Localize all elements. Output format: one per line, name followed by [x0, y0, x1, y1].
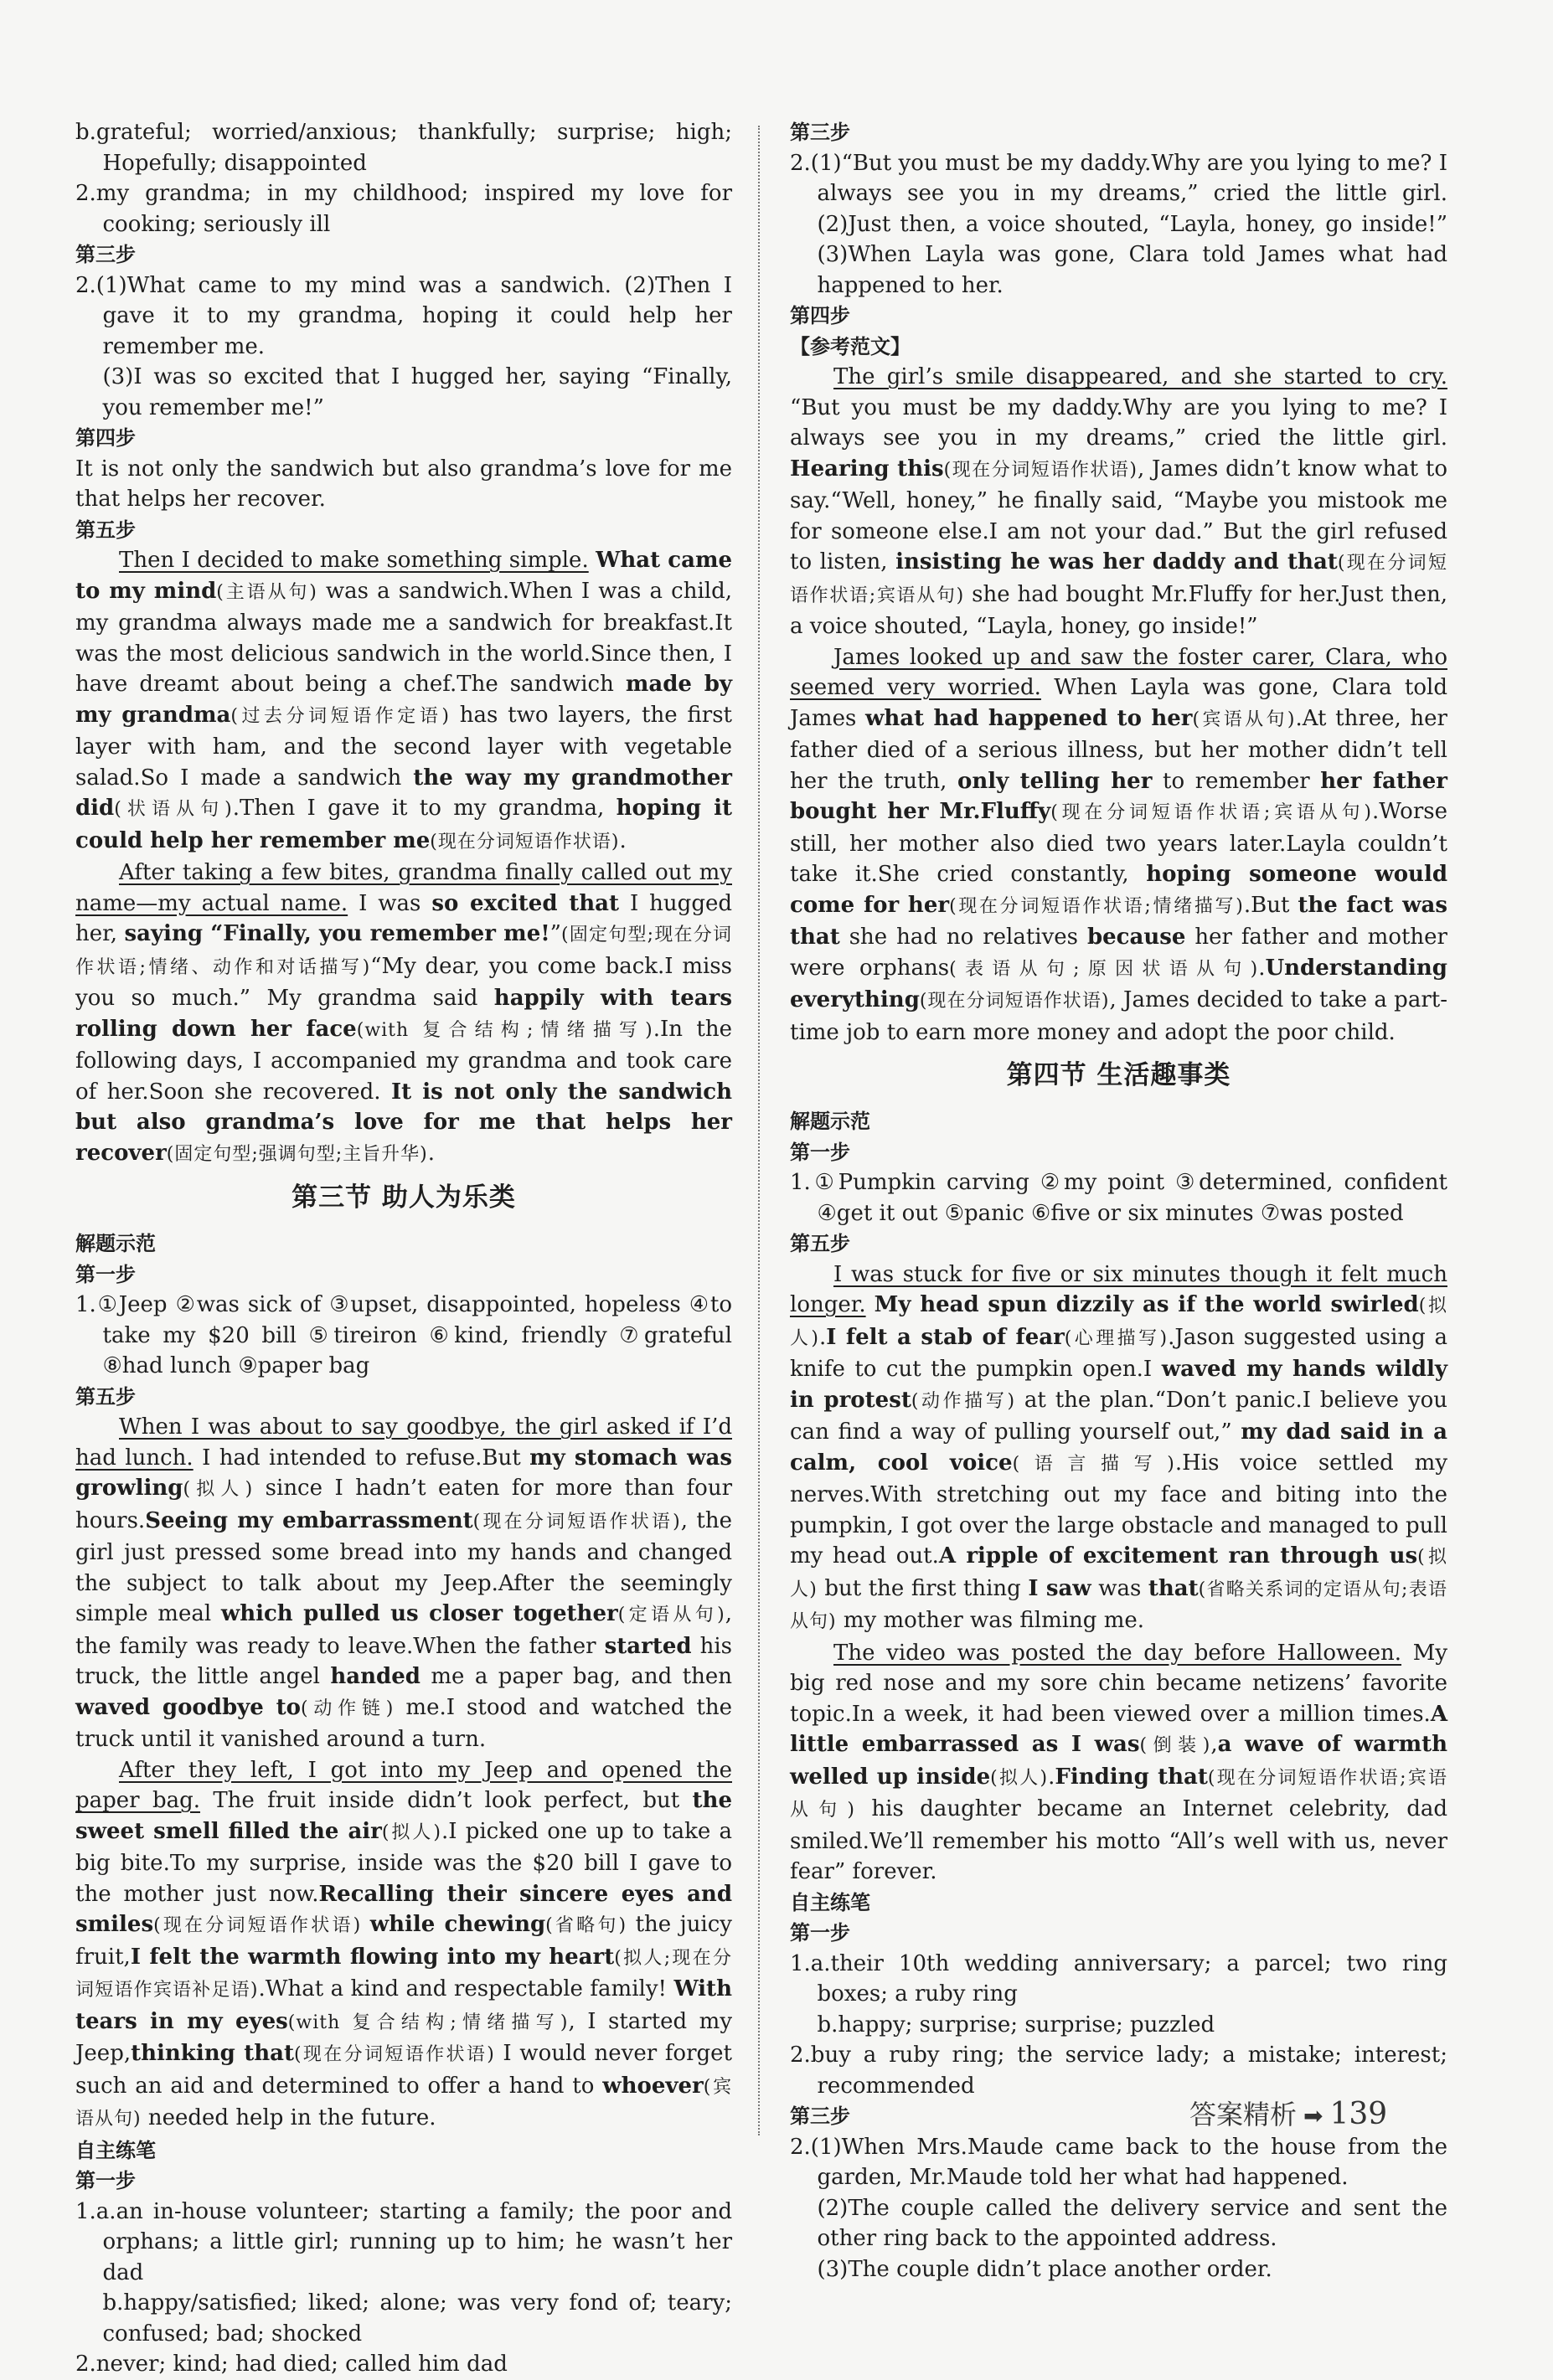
grammar-note: (状语从句) — [114, 799, 233, 820]
paragraph — [75, 545, 732, 858]
grammar-note: (主语从句) — [216, 581, 317, 603]
text-run: 解题示范 — [790, 1110, 870, 1133]
paragraph — [75, 2197, 732, 2289]
highlight-phrase: thinking that — [131, 2041, 294, 2066]
text-run: 第一步 — [790, 1921, 850, 1945]
highlight-phrase: so excited that — [431, 890, 620, 916]
text-run: the juicy fruit, — [75, 1912, 733, 1970]
text-run: b.grateful; worried/anxious; thankfully; surprise; high; Hopefully; disappointed — [75, 120, 732, 176]
text-run: 第四节 生活趣事类 — [1006, 1060, 1231, 1090]
step-heading — [790, 1137, 1447, 1168]
text-run: 2.(1)What came to my mind was a sandwich. (2)Then I gave it to my grandma, hoping it could help her remember me. — [75, 272, 732, 359]
highlight-phrase: her father bought her Mr.Fluffy — [790, 768, 1447, 824]
grammar-note: (现在分词短语作状语;宾语从句) — [790, 553, 1447, 606]
highlight-phrase: whoever — [602, 2073, 704, 2099]
highlight-phrase: waved my hands wildly in protest — [790, 1357, 1447, 1413]
highlight-phrase: only telling her — [957, 768, 1153, 794]
paragraph — [790, 642, 1447, 1048]
text-run: .Then I gave it to my grandma, — [232, 796, 617, 821]
highlight-phrase: What came to my mind — [75, 548, 732, 604]
text-run: . — [1258, 955, 1266, 981]
text-run: needed help in the future. — [141, 2105, 436, 2130]
paragraph — [790, 2010, 1447, 2041]
text-run: 2.(1)When Mrs.Maude came back to the house from the garden, Mr.Maude told her what had happened. — [790, 2134, 1447, 2190]
text-run: . — [1048, 1764, 1055, 1790]
underlined-sentence: Then I decided to make something simple. — [119, 548, 589, 573]
text-run — [589, 548, 596, 573]
grammar-note: (语言描写) — [1012, 1453, 1175, 1475]
text-run: his daughter became an Internet celebrity, dad smiled.We’ll remember his motto “All’s well with us, never fear” forever. — [790, 1796, 1447, 1884]
highlight-phrase: I saw — [1028, 1575, 1091, 1601]
text-run: The fruit inside didn’t look perfect, but — [200, 1788, 693, 1813]
grammar-note: (省略关系词的定语从句;表语从句) — [790, 1579, 1447, 1632]
text-run: at the plan.“Don’t panic.I believe you can find a way of pulling yourself out,” — [790, 1387, 1447, 1445]
paragraph — [75, 1412, 732, 1755]
highlight-phrase: Hearing this — [790, 456, 944, 482]
text-run: 第一步 — [75, 2169, 136, 2192]
highlight-phrase: made by my grandma — [75, 672, 732, 728]
text-run: , I started my Jeep, — [75, 2008, 733, 2066]
section-title — [790, 1053, 1447, 1098]
page-footer — [1189, 2094, 1387, 2132]
text-run: was a sandwich.When I was a child, my grandma always made me a sandwich for breakfast.It was the most delicious sandwich in the world.Since then, I have dreamt about being a chef.The sandwich — [75, 578, 732, 697]
text-run: My big red nose and my sore chin became netizens’ favorite topic.In a week, it had been viewed over a million times. — [790, 1640, 1448, 1727]
grammar-note: (with 复合结构;情绪描写) — [356, 1019, 653, 1041]
paragraph — [790, 2193, 1447, 2254]
grammar-note: (固定句型;强调句型;主旨升华) — [166, 1143, 428, 1165]
grammar-note: (动作链) — [300, 1697, 395, 1719]
footer-label: 答案精析 — [1189, 2099, 1298, 2130]
highlight-phrase: A ripple of excitement ran through us — [938, 1543, 1418, 1569]
page-number: 139 — [1329, 2097, 1388, 2131]
text-run: 第三步 — [790, 2104, 850, 2128]
grammar-note: (现在分词短语作状语) — [919, 991, 1110, 1012]
text-run: 第四步 — [790, 304, 850, 327]
text-run: 自主练笔 — [75, 2138, 156, 2162]
underlined-sentence: The video was posted the day before Halloween. — [833, 1640, 1402, 1666]
step-heading — [790, 1106, 1447, 1137]
text-run: ” — [549, 921, 561, 946]
text-run: I had intended to refuse.But — [193, 1445, 530, 1471]
text-run: , — [1210, 1732, 1218, 1757]
grammar-note: (拟人) — [183, 1479, 254, 1500]
step-heading — [790, 301, 1447, 332]
text-run: b.happy/satisfied; liked; alone; was very fond of; teary; confused; bad; shocked — [102, 2290, 732, 2347]
highlight-phrase: started — [604, 1633, 692, 1659]
text-run: me.I stood and watched the truck until it vanished around a turn. — [75, 1694, 733, 1752]
paragraph — [790, 362, 1447, 642]
highlight-phrase: a wave of warmth welled up inside — [790, 1732, 1448, 1790]
arrow-right-icon: ➡ — [1303, 2102, 1323, 2130]
paragraph — [790, 2040, 1447, 2101]
text-run: .At three, her father died of a serious illness, but her mother didn’t tell her the truth, — [790, 705, 1447, 794]
text-run: she had bought Mr.Fluffy for her.Just then, a voice shouted, “Layla, honey, go inside!” — [790, 581, 1448, 639]
grammar-note: (省略句) — [545, 1915, 627, 1936]
paragraph — [790, 1167, 1447, 1229]
text-run: 第五步 — [75, 518, 136, 542]
grammar-note: (拟人) — [790, 1547, 1447, 1600]
paragraph — [75, 117, 732, 178]
text-run: me a paper bag, and then — [420, 1664, 732, 1689]
grammar-note: (拟人) — [381, 1821, 441, 1843]
text-run: “My dear, you come back.I miss you so much.” My grandma said — [75, 953, 732, 1011]
grammar-note: (倒装) — [1139, 1735, 1211, 1756]
text-run: 第五步 — [75, 1384, 136, 1409]
text-run: .His voice settled my nerves.With stretching out my face and biting into the pumpkin, I got over the large obstacle and managed to pull my head out. — [790, 1450, 1448, 1569]
highlight-phrase: insisting he was her daddy and that — [895, 549, 1338, 574]
text-run: 第三步 — [75, 243, 136, 266]
text-run: 解题示范 — [75, 1232, 156, 1255]
text-run: .But — [1243, 892, 1298, 918]
text-run: 第三步 — [790, 121, 850, 144]
text-run: but the first thing — [817, 1575, 1029, 1601]
underlined-sentence: When I was about to say goodbye, the girl asked if I’d had lunch. — [75, 1414, 732, 1471]
paragraph — [790, 2132, 1447, 2193]
step-heading — [790, 1918, 1447, 1949]
highlight-phrase: while chewing — [369, 1912, 546, 1937]
text-run — [361, 1912, 369, 1937]
text-run: .In the following days, I accompanied my grandma and took care of her.Soon she recovered. — [75, 1016, 733, 1105]
grammar-note: (现在分词短语作状语) — [943, 459, 1138, 481]
grammar-note: (定语从句) — [617, 1605, 725, 1625]
text-run: 1.a.an in-house volunteer; starting a family; the poor and orphans; a little girl; running up to him; he wasn’t her dad — [75, 2198, 732, 2285]
paragraph — [75, 362, 732, 423]
paragraph — [75, 858, 732, 1170]
highlight-phrase: It is not only the sandwich but also grandma’s love for me that helps her recover — [75, 1079, 732, 1166]
highlight-phrase: handed — [330, 1664, 420, 1689]
paragraph — [790, 148, 1447, 301]
paragraph — [790, 2254, 1447, 2285]
grammar-note: (过去分词短语作定语) — [230, 705, 450, 727]
text-run: , the family was ready to leave.When the father — [75, 1601, 733, 1659]
text-run: It is not only the sandwich but also grandma’s love for me that helps her recover. — [75, 456, 732, 512]
section-title — [75, 1175, 732, 1220]
text-run: 自主练笔 — [790, 1890, 870, 1914]
step-heading — [75, 515, 732, 546]
text-run: 【参考范文】 — [790, 334, 911, 358]
step-heading — [790, 1229, 1447, 1260]
step-heading — [75, 2166, 732, 2197]
text-run: , James decided to take a part-time job to earn more money and adopt the poor child. — [790, 987, 1447, 1045]
text-run: 1.a.their 10th wedding anniversary; a parcel; two ring boxes; a ruby ring — [790, 1950, 1447, 2007]
grammar-note: (表语从句;原因状语从句) — [949, 958, 1259, 980]
underlined-sentence: After taking a few bites, grandma finally called out my name—my actual name. — [75, 860, 732, 916]
paragraph — [790, 1260, 1447, 1638]
paragraph — [790, 1949, 1447, 2010]
text-run: 第一步 — [75, 1262, 136, 1286]
text-run: I was — [348, 890, 432, 916]
column-divider — [758, 126, 760, 2135]
underlined-sentence: The girl’s smile disappeared, and she started to cry. — [833, 364, 1447, 389]
text-run: . — [619, 827, 627, 853]
text-run: “But you must be my daddy.Why are you lying to me? I always see you in my dreams,” cried the little girl. — [790, 394, 1447, 451]
grammar-note: (现在分词短语作状语;宾语从句) — [1050, 802, 1372, 823]
text-run: . — [819, 1324, 827, 1350]
grammar-note: (宾语从句) — [1192, 708, 1296, 730]
text-run: (3)I was so excited that I hugged her, saying “Finally, you remember me!” — [102, 364, 732, 420]
grammar-note: (with 复合结构;情绪描写) — [287, 2012, 569, 2033]
left-column — [75, 117, 732, 2380]
highlight-phrase: I felt a stab of fear — [826, 1324, 1065, 1350]
paragraph — [75, 454, 732, 515]
highlight-phrase: the way my grandmother did — [75, 765, 732, 821]
text-run: I would never forget such an aid and determined to offer a hand to — [75, 2041, 732, 2099]
highlight-phrase: the sweet smell filled the air — [75, 1788, 732, 1844]
text-run: 第四步 — [75, 426, 136, 450]
text-run: . — [427, 1140, 436, 1166]
grammar-note: (现在分词短语作状语;宾语从句) — [790, 1767, 1448, 1821]
grammar-note: (拟人) — [990, 1767, 1049, 1789]
text-run: (3)The couple didn’t place another order. — [817, 2256, 1272, 2282]
highlight-phrase: My head spun dizzily as if the world swirled — [874, 1292, 1419, 1317]
underlined-sentence: I was stuck for five or six minutes though it felt much longer. — [790, 1261, 1447, 1317]
text-run: .What a kind and respectable family! — [258, 1976, 674, 2001]
grammar-note: (动作描写) — [911, 1390, 1016, 1412]
grammar-note: (宾语从句) — [75, 2076, 732, 2130]
text-run: she had no relatives — [839, 925, 1087, 950]
highlight-phrase: Seeing my embarrassment — [145, 1507, 473, 1533]
text-run: 2.never; kind; had died; called him dad — [75, 2352, 508, 2377]
text-run: his truck, the little angel — [75, 1633, 732, 1689]
right-column — [790, 117, 1447, 2285]
paragraph — [75, 1755, 732, 2135]
text-run — [866, 1292, 875, 1317]
text-run: 第五步 — [790, 1232, 850, 1255]
paragraph — [75, 2349, 732, 2380]
step-heading — [790, 1888, 1447, 1919]
text-run: , the girl just pressed some bread into my hands and changed the subject to talk about my Jeep.After the seemingly simple meal — [75, 1507, 732, 1626]
text-run: .Worse still, her mother also died two years later.Layla couldn’t take it.She cried constantly, — [790, 799, 1447, 887]
paragraph — [75, 2288, 732, 2349]
highlight-phrase: what had happened to her — [864, 705, 1193, 731]
highlight-phrase: A little embarrassed as I was — [790, 1701, 1447, 1757]
grammar-note: (现在分词短语作状语) — [293, 2044, 495, 2065]
paragraph — [75, 178, 732, 240]
text-run: 1.①Jeep ②was sick of ③upset, disappointed, hopeless ④to take my $20 bill ⑤tireiron ⑥kind, friendly ⑦grateful ⑧had lunch ⑨paper bag — [75, 1292, 732, 1378]
text-run: her father and mother were orphans — [790, 925, 1447, 981]
grammar-note: (拟人) — [790, 1296, 1447, 1349]
text-run: 2.my grandma; in my childhood; inspired my love for cooking; seriously ill — [75, 181, 732, 237]
text-run: 第一步 — [790, 1140, 850, 1164]
highlight-phrase: happily with tears rolling down her face — [75, 986, 732, 1042]
text-run: to remember — [1152, 768, 1321, 794]
highlight-phrase: Understanding everything — [790, 955, 1447, 1012]
step-heading — [75, 1382, 732, 1413]
highlight-phrase: With tears in my eyes — [75, 1976, 732, 2034]
text-run: 2.(1)“But you must be my daddy.Why are you lying to me? I always see you in my dreams,” cried the little girl. (2)Just then, a voice shouted, “Layla, honey, go inside!” (3)When Layla was gone, Clara told James what had happened to her. — [790, 150, 1447, 298]
paragraph — [75, 1290, 732, 1382]
grammar-note: (固定句型;现在分词作状语;情绪、动作和对话描写) — [75, 925, 732, 978]
paragraph — [75, 270, 732, 363]
highlight-phrase: Recalling their sincere eyes and smiles — [75, 1881, 732, 1937]
step-heading — [75, 1229, 732, 1260]
grammar-note: (现在分词短语作状语) — [472, 1511, 681, 1533]
step-heading — [75, 2135, 732, 2166]
step-heading — [75, 1260, 732, 1290]
highlight-phrase: waved goodbye to — [75, 1694, 301, 1720]
text-run: 2.buy a ruby ring; the service lady; a mistake; interest; recommended — [790, 2043, 1447, 2099]
text-run: 1.①Pumpkin carving ②my point ③determined, confident ④get it out ⑤panic ⑥five or six minutes ⑦was posted — [790, 1170, 1447, 1226]
text-run: .I picked one up to take a big bite.To my surprise, inside was the $20 bill I gave to the mother just now. — [75, 1818, 733, 1907]
grammar-note: (心理描写) — [1064, 1327, 1169, 1349]
text-run: since I hadn’t eaten for more than four hours. — [75, 1476, 732, 1533]
underlined-sentence: James looked up and saw the foster carer, Clara, who seemed very worried. — [790, 644, 1447, 700]
highlight-phrase: hoping it could help her remember me — [75, 796, 733, 853]
text-run: I hugged her, — [75, 890, 732, 946]
highlight-phrase: the fact was that — [790, 892, 1447, 950]
step-heading — [790, 332, 1447, 363]
highlight-phrase: that — [1148, 1575, 1199, 1601]
text-run: has two layers, the first layer with ham, and the second layer with vegetable salad.So I made a sandwich — [75, 702, 732, 791]
highlight-phrase: Finding that — [1055, 1764, 1208, 1790]
highlight-phrase: my stomach was growling — [75, 1445, 733, 1501]
text-run: , James didn’t know what to say.“Well, honey,” he finally said, “Maybe you mistook me for someone else.I am not your dad.” But the girl refused to listen, — [790, 456, 1448, 574]
text-run: 第三节 助人为乐类 — [292, 1182, 516, 1213]
underlined-sentence: After they left, I got into my Jeep and opened the paper bag. — [75, 1757, 732, 1813]
step-heading — [75, 423, 732, 454]
step-heading — [790, 117, 1447, 148]
highlight-phrase: which pulled us closer together — [220, 1601, 618, 1626]
text-run: .Jason suggested using a knife to cut the pumpkin open.I — [790, 1324, 1447, 1382]
highlight-phrase: my dad said in a calm, cool voice — [790, 1419, 1448, 1476]
highlight-phrase: I felt the warmth flowing into my heart — [130, 1944, 615, 1970]
text-run: my mother was filming me. — [836, 1608, 1144, 1633]
step-heading — [75, 240, 732, 270]
grammar-note: (现在分词短语作状语;情绪描写) — [949, 895, 1244, 917]
paragraph — [790, 1638, 1447, 1888]
grammar-note: (拟人;现在分词短语作宾语补足语) — [75, 1947, 733, 2001]
text-run: When Layla was gone, Clara told James — [790, 675, 1447, 731]
grammar-note: (现在分词短语作状语) — [153, 1915, 362, 1936]
highlight-phrase: because — [1086, 925, 1186, 950]
text-run: b.happy; surprise; surprise; puzzled — [817, 2012, 1215, 2037]
highlight-phrase: saying “Finally, you remember me! — [124, 921, 550, 946]
highlight-phrase: hoping someone would come for her — [790, 862, 1448, 918]
text-run: was — [1091, 1575, 1148, 1601]
text-run: (2)The couple called the delivery service and sent the other ring back to the appointed address. — [817, 2195, 1447, 2251]
grammar-note: (现在分词短语作状语) — [430, 831, 620, 853]
